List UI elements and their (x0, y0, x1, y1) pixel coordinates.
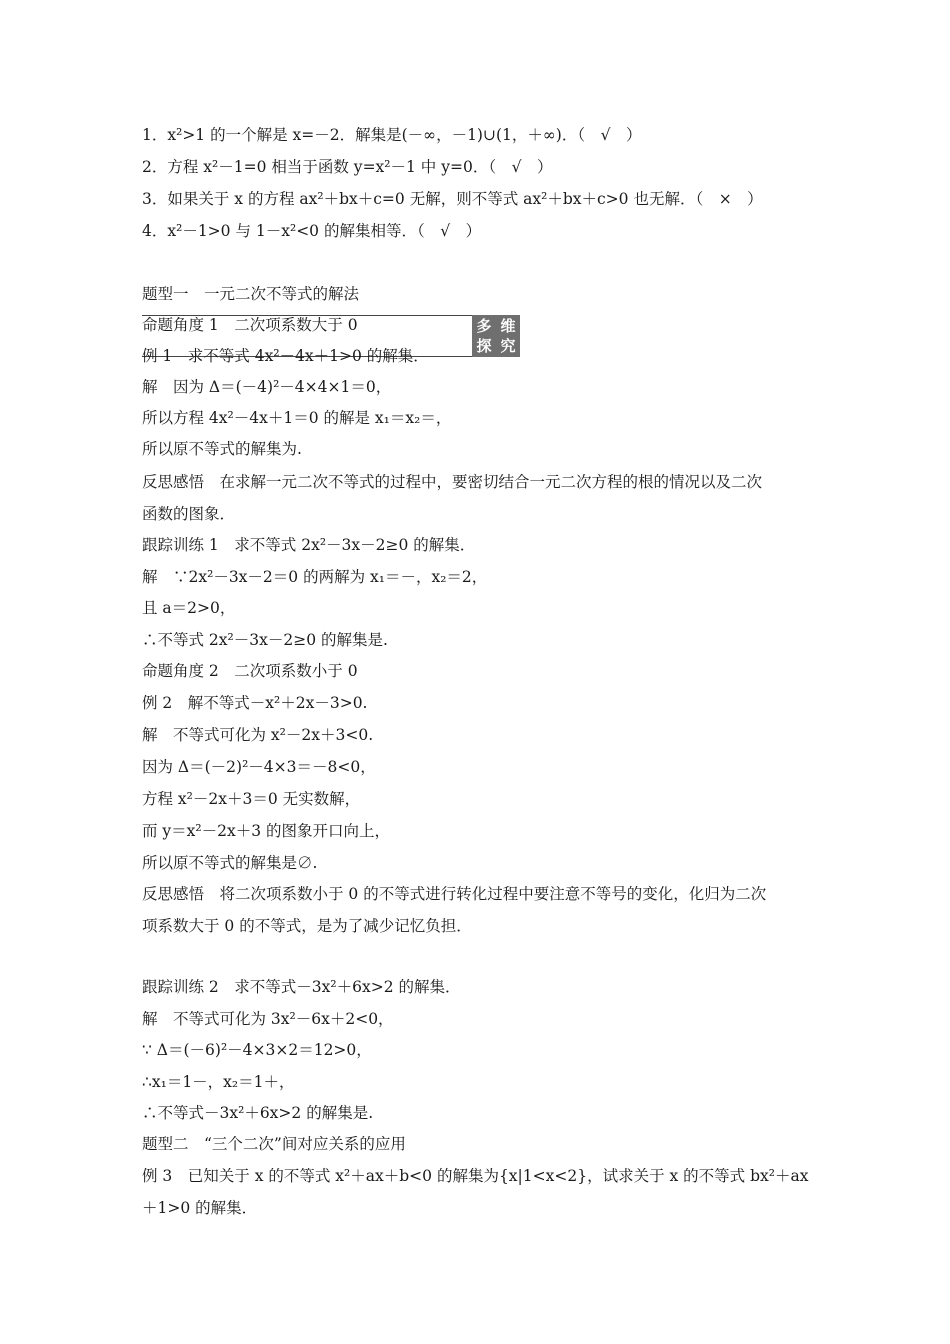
solution-line: 所以原不等式的解集为. (142, 440, 302, 458)
solution-line: 所以方程 4x²－4x＋1＝0 的解是 x₁＝x₂＝， (142, 409, 452, 427)
practice-1: 跟踪训练 1 求不等式 2x²－3x－2≥0 的解集． (142, 536, 476, 554)
reflection-line: 反思感悟 将二次项系数小于 0 的不等式进行转化过程中要注意不等号的变化，化归为二次 (142, 885, 767, 903)
judgment-item-4: 4．x²－1>0 与 1－x²<0 的解集相等．（ √ ） (142, 222, 482, 240)
solution-line: 且 a＝2>0， (142, 599, 236, 617)
example-1: 例 1 求不等式 4x²－4x＋1>0 的解集． (142, 347, 429, 365)
badge-char: 探 (476, 337, 492, 355)
reflection-line: 反思感悟 在求解一元二次不等式的过程中，要密切结合一元二次方程的根的情况以及二次 (142, 473, 763, 491)
practice-2: 跟踪训练 2 求不等式－3x²＋6x>2 的解集． (142, 978, 461, 996)
solution-line: 所以原不等式的解集是∅. (142, 854, 318, 872)
solution-line: 解 因为 Δ＝(－4)²－4×4×1＝0， (142, 378, 392, 396)
solution-line: 解 不等式可化为 3x²－6x＋2<0， (142, 1010, 394, 1028)
solution-line: ∴x₁＝1－，x₂＝1＋， (142, 1073, 295, 1091)
subtopic-1-heading: 命题角度 1 二次项系数大于 0 (142, 316, 358, 334)
reflection-line: 函数的图象． (142, 505, 236, 523)
judgment-item-3: 3．如果关于 x 的方程 ax²＋bx＋c=0 无解，则不等式 ax²＋bx＋c>0 也无解．（ × ） (142, 190, 763, 208)
example-2: 例 2 解不等式－x²＋2x－3>0. (142, 694, 368, 712)
subtopic-2-heading: 命题角度 2 二次项系数小于 0 (142, 662, 358, 680)
solution-line: 方程 x²－2x＋3＝0 无实数解， (142, 790, 361, 808)
badge-char: 多 (476, 317, 492, 335)
badge-char: 究 (500, 337, 516, 355)
solution-line: ∴不等式 2x²－3x－2≥0 的解集是. (142, 631, 388, 649)
section-heading-1: 题型一 一元二次不等式的解法 (142, 285, 360, 303)
badge-char: 维 (500, 317, 516, 335)
solution-line: 因为 Δ＝(－2)²－4×3＝－8<0， (142, 758, 376, 776)
example-3: 例 3 已知关于 x 的不等式 x²＋ax＋b<0 的解集为{x|1<x<2}，试求关于 x 的不等式 bx²＋ax (142, 1167, 809, 1185)
judgment-item-2: 2．方程 x²－1=0 相当于函数 y=x²－1 中 y=0．（ √ ） (142, 158, 553, 176)
reflection-line: 项系数大于 0 的不等式，是为了减少记忆负担． (142, 917, 472, 935)
solution-line: 解 ∵2x²－3x－2＝0 的两解为 x₁＝－，x₂＝2， (142, 568, 488, 586)
section-heading-2: 题型二 “三个二次”间对应关系的应用 (142, 1135, 406, 1153)
solution-line: 解 不等式可化为 x²－2x＋3<0. (142, 726, 374, 744)
judgment-item-1: 1．x²>1 的一个解是 x=－2．解集是(－∞，－1)∪(1，＋∞)．（ √ ） (142, 126, 642, 144)
solution-line: ∴不等式－3x²＋6x>2 的解集是. (142, 1104, 374, 1122)
solution-line: 而 y＝x²－2x＋3 的图象开口向上， (142, 822, 391, 840)
solution-line: ∵ Δ＝(－6)²－4×3×2＝12>0， (142, 1041, 372, 1059)
explore-badge (472, 315, 520, 357)
example-3-continued: ＋1>0 的解集． (142, 1199, 258, 1217)
